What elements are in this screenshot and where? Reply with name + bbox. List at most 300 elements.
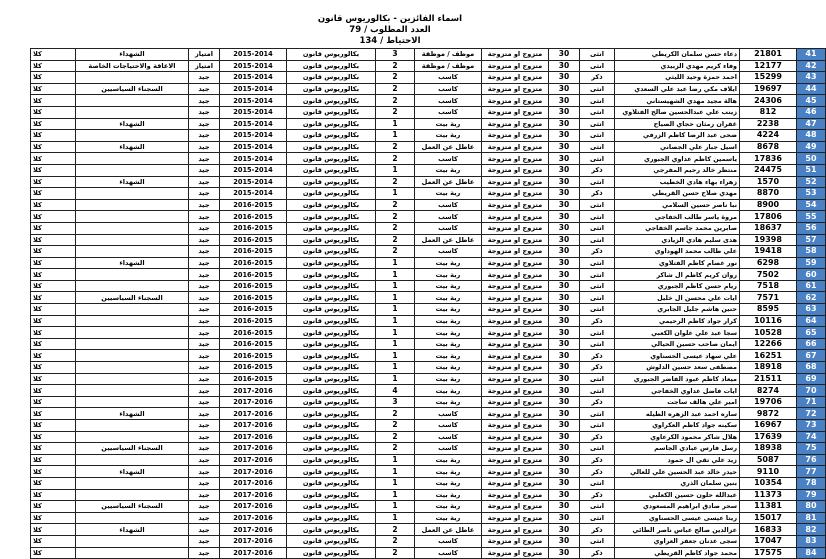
applicant-id-cell: 12177 — [740, 60, 797, 72]
status-cell: كلا — [31, 396, 76, 408]
winners-table — [30, 48, 826, 559]
category-cell — [76, 269, 189, 281]
graduation-year-cell: 2016-2015 — [220, 234, 287, 246]
gender-cell: انثى — [580, 304, 615, 316]
occupation-cell: ربة بيت — [415, 350, 482, 362]
age-cell: 30 — [549, 477, 580, 489]
graduation-year-cell: 2015-2014 — [220, 164, 287, 176]
occupation-cell: عاطل عن العمل — [415, 176, 482, 188]
marital-status-cell: متزوج او متزوجة — [482, 292, 549, 304]
age-cell: 30 — [549, 130, 580, 142]
graduation-year-cell: 2015-2014 — [220, 176, 287, 188]
occupation-cell: كاسب — [415, 535, 482, 547]
age-cell: 30 — [549, 420, 580, 432]
marital-status-cell: متزوج او متزوجة — [482, 304, 549, 316]
category-cell — [76, 396, 189, 408]
header-title: اسماء الفائزين - بكالوريوس قانون — [317, 14, 463, 24]
applicant-name-cell: اسيل جبار علي الجصاني — [615, 141, 740, 153]
category-cell: الشهداء — [76, 466, 189, 478]
status-cell: كلا — [31, 547, 76, 559]
occupation-cell: كاسب — [415, 199, 482, 211]
marital-status-cell: متزوج او متزوجة — [482, 396, 549, 408]
status-cell: كلا — [31, 199, 76, 211]
occupation-cell: ربة بيت — [415, 292, 482, 304]
category-cell: السجناء السياسيين — [76, 292, 189, 304]
applicant-name-cell: حنين هاشم جليل الجابري — [615, 304, 740, 316]
marital-status-cell: متزوج او متزوجة — [482, 547, 549, 559]
row-sequence-cell: 53 — [797, 188, 826, 200]
table-row — [31, 292, 826, 304]
gender-cell: انثى — [580, 338, 615, 350]
category-cell — [76, 211, 189, 223]
header-reserve-count: الاحتياط / 134 — [359, 36, 421, 46]
applicant-name-cell: عزالدين صالح عباس ناصر الطائي — [615, 524, 740, 536]
family-count-cell: 1 — [376, 118, 415, 130]
table-row — [31, 408, 826, 420]
family-count-cell: 1 — [376, 130, 415, 142]
applicant-name-cell: نور عصام كاظم الفتلاوي — [615, 257, 740, 269]
table-row — [31, 257, 826, 269]
grade-cell: جيد — [189, 199, 220, 211]
status-cell: كلا — [31, 60, 76, 72]
table-row — [31, 188, 826, 200]
age-cell: 30 — [549, 199, 580, 211]
family-count-cell: 1 — [376, 501, 415, 513]
grade-cell: جيد — [189, 431, 220, 443]
category-cell — [76, 350, 189, 362]
graduation-year-cell: 2017-2016 — [220, 547, 287, 559]
degree-cell: بكالوريوس قانون — [287, 385, 376, 397]
table-row — [31, 199, 826, 211]
gender-cell: ذكر — [580, 362, 615, 374]
degree-cell: بكالوريوس قانون — [287, 512, 376, 524]
family-count-cell: 1 — [376, 327, 415, 339]
row-sequence-cell: 43 — [797, 72, 826, 84]
marital-status-cell: متزوج او متزوجة — [482, 269, 549, 281]
gender-cell: انثى — [580, 535, 615, 547]
graduation-year-cell: 2016-2015 — [220, 257, 287, 269]
applicant-id-cell: 16833 — [740, 524, 797, 536]
graduation-year-cell: 2016-2015 — [220, 211, 287, 223]
grade-cell: جيد — [189, 385, 220, 397]
status-cell: كلا — [31, 141, 76, 153]
category-cell — [76, 431, 189, 443]
grade-cell: جيد — [189, 466, 220, 478]
row-sequence-cell: 75 — [797, 443, 826, 455]
applicant-name-cell: ريتا عيسى عيسى الحسناوي — [615, 512, 740, 524]
applicant-name-cell: هلال شاكر محمود الكرعاوي — [615, 431, 740, 443]
applicant-id-cell: 18918 — [740, 362, 797, 374]
category-cell: الاعاقة والاحتياجات الخاصة — [76, 60, 189, 72]
family-count-cell: 2 — [376, 234, 415, 246]
applicant-name-cell: ايات علي محسن ال خليل — [615, 292, 740, 304]
applicant-id-cell: 8870 — [740, 188, 797, 200]
family-count-cell: 1 — [376, 489, 415, 501]
applicant-id-cell: 16967 — [740, 420, 797, 432]
applicant-id-cell: 18637 — [740, 222, 797, 234]
status-cell: كلا — [31, 269, 76, 281]
document-header — [0, 14, 780, 47]
category-cell — [76, 106, 189, 118]
occupation-cell: موظف / موظفة — [415, 60, 482, 72]
category-cell: السجناء السياسيين — [76, 443, 189, 455]
category-cell — [76, 153, 189, 165]
age-cell: 30 — [549, 501, 580, 513]
occupation-cell: ربة بيت — [415, 477, 482, 489]
degree-cell: بكالوريوس قانون — [287, 49, 376, 61]
gender-cell: ذكر — [580, 350, 615, 362]
occupation-cell: ربة بيت — [415, 257, 482, 269]
family-count-cell: 1 — [376, 477, 415, 489]
marital-status-cell: متزوج او متزوجة — [482, 83, 549, 95]
grade-cell: جيد — [189, 234, 220, 246]
marital-status-cell: متزوج او متزوجة — [482, 489, 549, 501]
applicant-name-cell: سحر صادق ابراهيم المسعودي — [615, 501, 740, 513]
graduation-year-cell: 2017-2016 — [220, 396, 287, 408]
degree-cell: بكالوريوس قانون — [287, 72, 376, 84]
family-count-cell: 2 — [376, 431, 415, 443]
grade-cell: جيد — [189, 454, 220, 466]
graduation-year-cell: 2016-2015 — [220, 199, 287, 211]
applicant-name-cell: سجا عبد علي علوان الكعبي — [615, 327, 740, 339]
age-cell: 30 — [549, 153, 580, 165]
table-row — [31, 385, 826, 397]
marital-status-cell: متزوج او متزوجة — [482, 327, 549, 339]
category-cell: الشهداء — [76, 49, 189, 61]
age-cell: 30 — [549, 304, 580, 316]
family-count-cell: 3 — [376, 396, 415, 408]
marital-status-cell: متزوج او متزوجة — [482, 95, 549, 107]
occupation-cell: كاسب — [415, 246, 482, 258]
applicant-name-cell: احمد حمزة وحيد الليثي — [615, 72, 740, 84]
grade-cell: جيد — [189, 176, 220, 188]
graduation-year-cell: 2016-2015 — [220, 269, 287, 281]
row-sequence-cell: 73 — [797, 420, 826, 432]
marital-status-cell: متزوج او متزوجة — [482, 420, 549, 432]
status-cell: كلا — [31, 466, 76, 478]
applicant-name-cell: امير علي هالف ساجت — [615, 396, 740, 408]
status-cell: كلا — [31, 535, 76, 547]
age-cell: 30 — [549, 141, 580, 153]
status-cell: كلا — [31, 362, 76, 374]
family-count-cell: 1 — [376, 269, 415, 281]
applicant-name-cell: مصطفى سعد حسين الدلوش — [615, 362, 740, 374]
table-row — [31, 362, 826, 374]
gender-cell: انثى — [580, 141, 615, 153]
age-cell: 30 — [549, 188, 580, 200]
degree-cell: بكالوريوس قانون — [287, 222, 376, 234]
age-cell: 30 — [549, 49, 580, 61]
row-sequence-cell: 55 — [797, 211, 826, 223]
degree-cell: بكالوريوس قانون — [287, 396, 376, 408]
family-count-cell: 2 — [376, 176, 415, 188]
marital-status-cell: متزوج او متزوجة — [482, 234, 549, 246]
occupation-cell: كاسب — [415, 106, 482, 118]
grade-cell: جيد — [189, 396, 220, 408]
degree-cell: بكالوريوس قانون — [287, 408, 376, 420]
grade-cell: جيد — [189, 118, 220, 130]
occupation-cell: كاسب — [415, 443, 482, 455]
occupation-cell: ربة بيت — [415, 373, 482, 385]
gender-cell: انثى — [580, 420, 615, 432]
applicant-id-cell: 7571 — [740, 292, 797, 304]
occupation-cell: ربة بيت — [415, 338, 482, 350]
age-cell: 30 — [549, 327, 580, 339]
row-sequence-cell: 82 — [797, 524, 826, 536]
family-count-cell: 1 — [376, 257, 415, 269]
grade-cell: جيد — [189, 95, 220, 107]
applicant-id-cell: 15299 — [740, 72, 797, 84]
marital-status-cell: متزوج او متزوجة — [482, 211, 549, 223]
degree-cell: بكالوريوس قانون — [287, 118, 376, 130]
table-row — [31, 524, 826, 536]
gender-cell: انثى — [580, 199, 615, 211]
header-required-count: العدد المطلوب / 79 — [349, 25, 431, 35]
family-count-cell: 2 — [376, 106, 415, 118]
category-cell — [76, 454, 189, 466]
category-cell — [76, 164, 189, 176]
table-row — [31, 72, 826, 84]
gender-cell: ذكر — [580, 466, 615, 478]
applicant-name-cell: دعاء حسن سلمان الكريطي — [615, 49, 740, 61]
table-row — [31, 164, 826, 176]
degree-cell: بكالوريوس قانون — [287, 153, 376, 165]
status-cell: كلا — [31, 153, 76, 165]
family-count-cell: 2 — [376, 60, 415, 72]
family-count-cell: 4 — [376, 385, 415, 397]
category-cell: الشهداء — [76, 141, 189, 153]
row-sequence-cell: 63 — [797, 304, 826, 316]
gender-cell: ذكر — [580, 396, 615, 408]
occupation-cell: كاسب — [415, 547, 482, 559]
degree-cell: بكالوريوس قانون — [287, 130, 376, 142]
row-sequence-cell: 52 — [797, 176, 826, 188]
applicant-name-cell: مهدي صلاح حسن القريطي — [615, 188, 740, 200]
status-cell: كلا — [31, 292, 76, 304]
degree-cell: بكالوريوس قانون — [287, 547, 376, 559]
row-sequence-cell: 59 — [797, 257, 826, 269]
degree-cell: بكالوريوس قانون — [287, 269, 376, 281]
gender-cell: انثى — [580, 222, 615, 234]
category-cell — [76, 338, 189, 350]
row-sequence-cell: 50 — [797, 153, 826, 165]
family-count-cell: 2 — [376, 246, 415, 258]
applicant-id-cell: 19398 — [740, 234, 797, 246]
occupation-cell: عاطل عن العمل — [415, 234, 482, 246]
applicant-id-cell: 4224 — [740, 130, 797, 142]
marital-status-cell: متزوج او متزوجة — [482, 408, 549, 420]
applicant-name-cell: ايمان صاحب حسين الحيالي — [615, 338, 740, 350]
family-count-cell: 2 — [376, 547, 415, 559]
applicant-name-cell: غفران رمثان حجاي الصياح — [615, 118, 740, 130]
marital-status-cell: متزوج او متزوجة — [482, 141, 549, 153]
marital-status-cell: متزوج او متزوجة — [482, 280, 549, 292]
family-count-cell: 1 — [376, 292, 415, 304]
occupation-cell: ربة بيت — [415, 501, 482, 513]
category-cell — [76, 477, 189, 489]
table-row — [31, 176, 826, 188]
occupation-cell: ربة بيت — [415, 164, 482, 176]
applicant-id-cell: 19706 — [740, 396, 797, 408]
family-count-cell: 2 — [376, 524, 415, 536]
applicant-name-cell: صابرين محمد جاسم الخفاجي — [615, 222, 740, 234]
grade-cell: جيد — [189, 106, 220, 118]
row-sequence-cell: 68 — [797, 362, 826, 374]
graduation-year-cell: 2017-2016 — [220, 535, 287, 547]
applicant-id-cell: 17639 — [740, 431, 797, 443]
gender-cell: ذكر — [580, 315, 615, 327]
table-row — [31, 269, 826, 281]
category-cell — [76, 304, 189, 316]
applicant-name-cell: وفاء كريم مهدي الزبيدي — [615, 60, 740, 72]
gender-cell: انثى — [580, 83, 615, 95]
age-cell: 30 — [549, 315, 580, 327]
applicant-name-cell: زهراء بهاء هادي الخطيب — [615, 176, 740, 188]
gender-cell: انثى — [580, 176, 615, 188]
category-cell: السجناء السياسيين — [76, 83, 189, 95]
grade-cell: جيد — [189, 304, 220, 316]
row-sequence-cell: 79 — [797, 489, 826, 501]
row-sequence-cell: 45 — [797, 95, 826, 107]
graduation-year-cell: 2017-2016 — [220, 454, 287, 466]
status-cell: كلا — [31, 130, 76, 142]
marital-status-cell: متزوج او متزوجة — [482, 315, 549, 327]
applicant-name-cell: مروة ياسر طالب الخفاجي — [615, 211, 740, 223]
degree-cell: بكالوريوس قانون — [287, 176, 376, 188]
category-cell — [76, 547, 189, 559]
grade-cell: جيد — [189, 327, 220, 339]
family-count-cell: 1 — [376, 280, 415, 292]
degree-cell: بكالوريوس قانون — [287, 141, 376, 153]
table-row — [31, 211, 826, 223]
table-row — [31, 338, 826, 350]
status-cell: كلا — [31, 106, 76, 118]
status-cell: كلا — [31, 431, 76, 443]
marital-status-cell: متزوج او متزوجة — [482, 257, 549, 269]
age-cell: 30 — [549, 338, 580, 350]
gender-cell: انثى — [580, 130, 615, 142]
marital-status-cell: متزوج او متزوجة — [482, 60, 549, 72]
occupation-cell: ربة بيت — [415, 269, 482, 281]
marital-status-cell: متزوج او متزوجة — [482, 524, 549, 536]
graduation-year-cell: 2016-2015 — [220, 222, 287, 234]
row-sequence-cell: 70 — [797, 385, 826, 397]
applicant-name-cell: روان كريم كاظم ال شاكر — [615, 269, 740, 281]
gender-cell: انثى — [580, 269, 615, 281]
occupation-cell: ربة بيت — [415, 385, 482, 397]
applicant-name-cell: هدى سليم هادي الزيادي — [615, 234, 740, 246]
applicant-name-cell: محمد جواد كاظم القريطي — [615, 547, 740, 559]
gender-cell: انثى — [580, 327, 615, 339]
gender-cell: انثى — [580, 106, 615, 118]
applicant-id-cell: 7502 — [740, 269, 797, 281]
grade-cell: جيد — [189, 420, 220, 432]
applicant-id-cell: 19697 — [740, 83, 797, 95]
category-cell — [76, 72, 189, 84]
degree-cell: بكالوريوس قانون — [287, 83, 376, 95]
graduation-year-cell: 2017-2016 — [220, 420, 287, 432]
degree-cell: بكالوريوس قانون — [287, 431, 376, 443]
age-cell: 30 — [549, 431, 580, 443]
status-cell: كلا — [31, 338, 76, 350]
occupation-cell: كاسب — [415, 153, 482, 165]
table-row — [31, 222, 826, 234]
gender-cell: انثى — [580, 280, 615, 292]
marital-status-cell: متزوج او متزوجة — [482, 535, 549, 547]
family-count-cell: 2 — [376, 72, 415, 84]
table-row — [31, 327, 826, 339]
gender-cell: ذكر — [580, 431, 615, 443]
graduation-year-cell: 2015-2014 — [220, 153, 287, 165]
applicant-name-cell: سكينه جواد كاظم العكراوي — [615, 420, 740, 432]
age-cell: 30 — [549, 176, 580, 188]
family-count-cell: 2 — [376, 222, 415, 234]
occupation-cell: كاسب — [415, 431, 482, 443]
age-cell: 30 — [549, 280, 580, 292]
grade-cell: جيد — [189, 292, 220, 304]
gender-cell: انثى — [580, 153, 615, 165]
row-sequence-cell: 57 — [797, 234, 826, 246]
age-cell: 30 — [549, 524, 580, 536]
row-sequence-cell: 54 — [797, 199, 826, 211]
category-cell — [76, 489, 189, 501]
category-cell — [76, 246, 189, 258]
graduation-year-cell: 2017-2016 — [220, 489, 287, 501]
applicant-name-cell: زيد علي تقي ال حمود — [615, 454, 740, 466]
applicant-id-cell: 18938 — [740, 443, 797, 455]
age-cell: 30 — [549, 466, 580, 478]
applicant-id-cell: 2238 — [740, 118, 797, 130]
status-cell: كلا — [31, 477, 76, 489]
marital-status-cell: متزوج او متزوجة — [482, 443, 549, 455]
applicant-id-cell: 17806 — [740, 211, 797, 223]
graduation-year-cell: 2015-2014 — [220, 49, 287, 61]
applicant-id-cell: 11381 — [740, 501, 797, 513]
grade-cell: جيد — [189, 72, 220, 84]
graduation-year-cell: 2016-2015 — [220, 327, 287, 339]
degree-cell: بكالوريوس قانون — [287, 188, 376, 200]
grade-cell: جيد — [189, 130, 220, 142]
status-cell: كلا — [31, 257, 76, 269]
applicant-id-cell: 10116 — [740, 315, 797, 327]
degree-cell: بكالوريوس قانون — [287, 535, 376, 547]
applicant-id-cell: 8274 — [740, 385, 797, 397]
graduation-year-cell: 2016-2015 — [220, 373, 287, 385]
grade-cell: جيد — [189, 512, 220, 524]
degree-cell: بكالوريوس قانون — [287, 257, 376, 269]
occupation-cell: ربة بيت — [415, 304, 482, 316]
degree-cell: بكالوريوس قانون — [287, 199, 376, 211]
gender-cell: ذكر — [580, 72, 615, 84]
table-row — [31, 106, 826, 118]
table-row — [31, 350, 826, 362]
grade-cell: جيد — [189, 501, 220, 513]
row-sequence-cell: 78 — [797, 477, 826, 489]
table-row — [31, 315, 826, 327]
applicant-id-cell: 8595 — [740, 304, 797, 316]
graduation-year-cell: 2015-2014 — [220, 118, 287, 130]
family-count-cell: 2 — [376, 443, 415, 455]
row-sequence-cell: 77 — [797, 466, 826, 478]
marital-status-cell: متزوج او متزوجة — [482, 49, 549, 61]
occupation-cell: ربة بيت — [415, 396, 482, 408]
category-cell — [76, 222, 189, 234]
table-row — [31, 373, 826, 385]
applicant-id-cell: 5087 — [740, 454, 797, 466]
occupation-cell: ربة بيت — [415, 327, 482, 339]
graduation-year-cell: 2017-2016 — [220, 512, 287, 524]
row-sequence-cell: 48 — [797, 130, 826, 142]
